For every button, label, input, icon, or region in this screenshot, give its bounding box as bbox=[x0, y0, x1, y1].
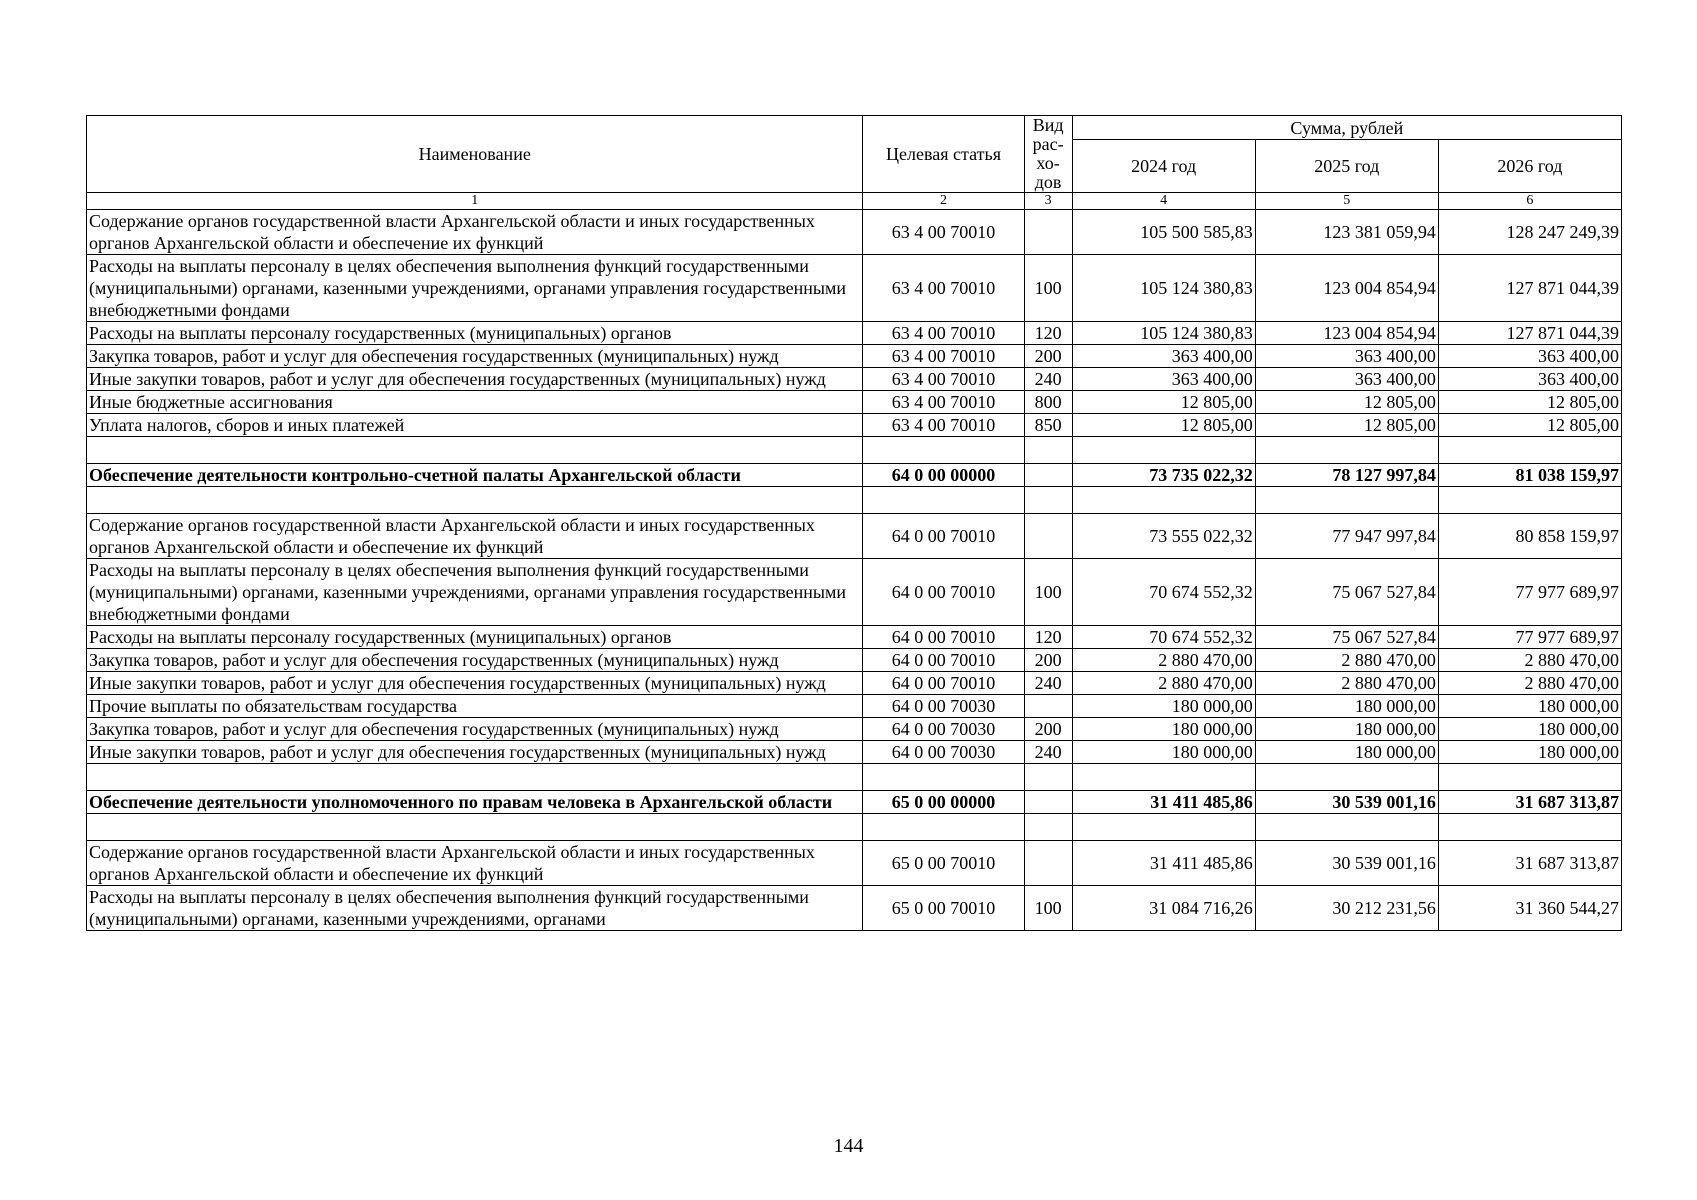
row-amount-2026 bbox=[1438, 487, 1621, 514]
row-amount-2026: 77 977 689,97 bbox=[1438, 559, 1621, 626]
row-expense-type: 100 bbox=[1024, 255, 1072, 322]
row-code: 63 4 00 70010 bbox=[863, 255, 1024, 322]
table-row bbox=[87, 741, 1622, 764]
row-name: Расходы на выплаты персоналу в целях обеспечения выполнения функций государственными (муниципальными) органами, казенными учреждениями, органами управления государственными внебюджетными фондами bbox=[87, 559, 863, 626]
row-name: Обеспечение деятельности уполномоченного по правам человека в Архангельской области bbox=[87, 791, 863, 814]
row-expense-type: 850 bbox=[1024, 414, 1072, 437]
row-amount-2024: 70 674 552,32 bbox=[1072, 626, 1255, 649]
table-row bbox=[87, 672, 1622, 695]
row-expense-type: 100 bbox=[1024, 886, 1072, 931]
row-amount-2026: 363 400,00 bbox=[1438, 345, 1621, 368]
row-expense-type bbox=[1024, 437, 1072, 464]
row-code: 63 4 00 70010 bbox=[863, 345, 1024, 368]
row-name: Иные бюджетные ассигнования bbox=[87, 391, 863, 414]
column-number: 5 bbox=[1255, 193, 1438, 210]
row-amount-2024: 105 500 585,83 bbox=[1072, 210, 1255, 255]
row-name bbox=[87, 487, 863, 514]
row-code: 63 4 00 70010 bbox=[863, 414, 1024, 437]
table-row bbox=[87, 695, 1622, 718]
row-amount-2025: 78 127 997,84 bbox=[1255, 464, 1438, 487]
row-amount-2026 bbox=[1438, 814, 1621, 841]
row-amount-2026: 180 000,00 bbox=[1438, 741, 1621, 764]
table-row bbox=[87, 841, 1622, 886]
row-amount-2025 bbox=[1255, 487, 1438, 514]
row-amount-2024: 70 674 552,32 bbox=[1072, 559, 1255, 626]
row-amount-2026: 363 400,00 bbox=[1438, 368, 1621, 391]
row-amount-2024: 12 805,00 bbox=[1072, 391, 1255, 414]
row-expense-type: 240 bbox=[1024, 672, 1072, 695]
row-code: 65 0 00 70010 bbox=[863, 841, 1024, 886]
row-amount-2026: 81 038 159,97 bbox=[1438, 464, 1621, 487]
row-code: 64 0 00 70030 bbox=[863, 695, 1024, 718]
row-amount-2025: 30 212 231,56 bbox=[1255, 886, 1438, 931]
row-amount-2024: 180 000,00 bbox=[1072, 718, 1255, 741]
row-name: Расходы на выплаты персоналу в целях обеспечения выполнения функций государственными (муниципальными) органами, казенными учреждениями, органами bbox=[87, 886, 863, 931]
row-amount-2026: 12 805,00 bbox=[1438, 391, 1621, 414]
row-expense-type bbox=[1024, 487, 1072, 514]
row-code: 63 4 00 70010 bbox=[863, 322, 1024, 345]
row-name: Иные закупки товаров, работ и услуг для обеспечения государственных (муниципальных) нужд bbox=[87, 741, 863, 764]
row-amount-2026: 2 880 470,00 bbox=[1438, 649, 1621, 672]
column-number: 6 bbox=[1438, 193, 1621, 210]
table-row bbox=[87, 414, 1622, 437]
row-amount-2025: 123 381 059,94 bbox=[1255, 210, 1438, 255]
table-row bbox=[87, 649, 1622, 672]
header-sum: Сумма, рублей bbox=[1072, 116, 1621, 140]
row-amount-2024: 2 880 470,00 bbox=[1072, 649, 1255, 672]
row-expense-type: 240 bbox=[1024, 741, 1072, 764]
column-number: 2 bbox=[863, 193, 1024, 210]
table-row bbox=[87, 886, 1622, 931]
table-row bbox=[87, 255, 1622, 322]
row-amount-2026: 31 687 313,87 bbox=[1438, 841, 1621, 886]
empty-row bbox=[87, 487, 1622, 514]
row-amount-2026 bbox=[1438, 437, 1621, 464]
row-code: 65 0 00 00000 bbox=[863, 791, 1024, 814]
table-header bbox=[87, 116, 1622, 210]
row-amount-2026: 31 687 313,87 bbox=[1438, 791, 1621, 814]
row-code: 64 0 00 70010 bbox=[863, 559, 1024, 626]
row-expense-type bbox=[1024, 464, 1072, 487]
row-amount-2026: 128 247 249,39 bbox=[1438, 210, 1621, 255]
section-row bbox=[87, 464, 1622, 487]
row-amount-2026: 127 871 044,39 bbox=[1438, 255, 1621, 322]
row-amount-2024 bbox=[1072, 764, 1255, 791]
table-row bbox=[87, 514, 1622, 559]
row-code: 64 0 00 70010 bbox=[863, 672, 1024, 695]
row-amount-2024: 31 411 485,86 bbox=[1072, 841, 1255, 886]
row-amount-2025: 123 004 854,94 bbox=[1255, 255, 1438, 322]
row-name: Иные закупки товаров, работ и услуг для обеспечения государственных (муниципальных) нужд bbox=[87, 672, 863, 695]
row-amount-2026: 127 871 044,39 bbox=[1438, 322, 1621, 345]
row-name: Содержание органов государственной власти Архангельской области и иных государственных органов Архангельской области и обеспечение их функций bbox=[87, 841, 863, 886]
row-expense-type bbox=[1024, 814, 1072, 841]
empty-row bbox=[87, 814, 1622, 841]
row-code: 64 0 00 70010 bbox=[863, 514, 1024, 559]
section-row bbox=[87, 791, 1622, 814]
empty-row bbox=[87, 764, 1622, 791]
header-year-2025: 2025 год bbox=[1255, 140, 1438, 193]
row-name: Содержание органов государственной власти Архангельской области и иных государственных органов Архангельской области и обеспечение их функций bbox=[87, 514, 863, 559]
row-name: Прочие выплаты по обязательствам государства bbox=[87, 695, 863, 718]
row-expense-type: 200 bbox=[1024, 345, 1072, 368]
row-amount-2026: 77 977 689,97 bbox=[1438, 626, 1621, 649]
row-code: 63 4 00 70010 bbox=[863, 368, 1024, 391]
row-amount-2025: 30 539 001,16 bbox=[1255, 791, 1438, 814]
table-row bbox=[87, 210, 1622, 255]
row-name bbox=[87, 764, 863, 791]
table-row bbox=[87, 718, 1622, 741]
row-name: Иные закупки товаров, работ и услуг для обеспечения государственных (муниципальных) нужд bbox=[87, 368, 863, 391]
row-code: 63 4 00 70010 bbox=[863, 210, 1024, 255]
row-amount-2024: 73 555 022,32 bbox=[1072, 514, 1255, 559]
row-expense-type: 200 bbox=[1024, 718, 1072, 741]
row-amount-2026: 180 000,00 bbox=[1438, 718, 1621, 741]
row-amount-2025 bbox=[1255, 437, 1438, 464]
row-code bbox=[863, 487, 1024, 514]
row-amount-2024: 31 084 716,26 bbox=[1072, 886, 1255, 931]
row-code: 63 4 00 70010 bbox=[863, 391, 1024, 414]
header-type: Вид рас-хо-дов bbox=[1024, 116, 1072, 193]
row-expense-type bbox=[1024, 695, 1072, 718]
row-name bbox=[87, 814, 863, 841]
row-name: Расходы на выплаты персоналу государственных (муниципальных) органов bbox=[87, 322, 863, 345]
row-name: Обеспечение деятельности контрольно-счетной палаты Архангельской области bbox=[87, 464, 863, 487]
row-code: 64 0 00 00000 bbox=[863, 464, 1024, 487]
row-name: Закупка товаров, работ и услуг для обеспечения государственных (муниципальных) нужд bbox=[87, 718, 863, 741]
row-name bbox=[87, 437, 863, 464]
row-amount-2024: 12 805,00 bbox=[1072, 414, 1255, 437]
row-amount-2025: 30 539 001,16 bbox=[1255, 841, 1438, 886]
row-expense-type bbox=[1024, 514, 1072, 559]
row-amount-2025: 12 805,00 bbox=[1255, 391, 1438, 414]
row-expense-type bbox=[1024, 210, 1072, 255]
row-amount-2024: 73 735 022,32 bbox=[1072, 464, 1255, 487]
row-expense-type: 800 bbox=[1024, 391, 1072, 414]
row-amount-2024: 363 400,00 bbox=[1072, 345, 1255, 368]
row-amount-2024 bbox=[1072, 487, 1255, 514]
table-row bbox=[87, 559, 1622, 626]
column-number-row bbox=[87, 193, 1622, 210]
row-amount-2024: 180 000,00 bbox=[1072, 695, 1255, 718]
header-year-2026: 2026 год bbox=[1438, 140, 1621, 193]
row-code: 64 0 00 70030 bbox=[863, 741, 1024, 764]
row-amount-2024 bbox=[1072, 814, 1255, 841]
row-code bbox=[863, 764, 1024, 791]
row-amount-2024: 105 124 380,83 bbox=[1072, 255, 1255, 322]
row-expense-type: 120 bbox=[1024, 626, 1072, 649]
row-amount-2025: 363 400,00 bbox=[1255, 345, 1438, 368]
row-amount-2025: 75 067 527,84 bbox=[1255, 559, 1438, 626]
row-amount-2025: 75 067 527,84 bbox=[1255, 626, 1438, 649]
row-amount-2026 bbox=[1438, 764, 1621, 791]
row-amount-2024: 31 411 485,86 bbox=[1072, 791, 1255, 814]
row-name: Расходы на выплаты персоналу в целях обеспечения выполнения функций государственными (муниципальными) органами, казенными учреждениями, органами управления государственными внебюджетными фондами bbox=[87, 255, 863, 322]
row-amount-2026: 12 805,00 bbox=[1438, 414, 1621, 437]
row-code: 64 0 00 70010 bbox=[863, 649, 1024, 672]
table-row bbox=[87, 368, 1622, 391]
column-number: 4 bbox=[1072, 193, 1255, 210]
row-amount-2025 bbox=[1255, 764, 1438, 791]
row-name: Расходы на выплаты персоналу государственных (муниципальных) органов bbox=[87, 626, 863, 649]
row-amount-2025: 363 400,00 bbox=[1255, 368, 1438, 391]
budget-table bbox=[86, 115, 1622, 931]
row-amount-2025: 77 947 997,84 bbox=[1255, 514, 1438, 559]
row-expense-type: 200 bbox=[1024, 649, 1072, 672]
row-code: 64 0 00 70030 bbox=[863, 718, 1024, 741]
row-expense-type bbox=[1024, 764, 1072, 791]
column-number: 3 bbox=[1024, 193, 1072, 210]
header-year-2024: 2024 год bbox=[1072, 140, 1255, 193]
table-row bbox=[87, 391, 1622, 414]
row-amount-2025: 180 000,00 bbox=[1255, 741, 1438, 764]
row-code: 65 0 00 70010 bbox=[863, 886, 1024, 931]
row-code bbox=[863, 437, 1024, 464]
row-amount-2024: 180 000,00 bbox=[1072, 741, 1255, 764]
row-amount-2024: 2 880 470,00 bbox=[1072, 672, 1255, 695]
row-amount-2024 bbox=[1072, 437, 1255, 464]
row-amount-2026: 80 858 159,97 bbox=[1438, 514, 1621, 559]
row-name: Уплата налогов, сборов и иных платежей bbox=[87, 414, 863, 437]
row-name: Закупка товаров, работ и услуг для обеспечения государственных (муниципальных) нужд bbox=[87, 649, 863, 672]
row-amount-2025: 2 880 470,00 bbox=[1255, 649, 1438, 672]
column-number: 1 bbox=[87, 193, 863, 210]
row-amount-2026: 180 000,00 bbox=[1438, 695, 1621, 718]
row-code bbox=[863, 814, 1024, 841]
row-expense-type: 100 bbox=[1024, 559, 1072, 626]
row-amount-2025 bbox=[1255, 814, 1438, 841]
row-amount-2026: 2 880 470,00 bbox=[1438, 672, 1621, 695]
header-code: Целевая статья bbox=[863, 116, 1024, 193]
table-body bbox=[87, 210, 1622, 931]
table-row bbox=[87, 345, 1622, 368]
row-name: Закупка товаров, работ и услуг для обеспечения государственных (муниципальных) нужд bbox=[87, 345, 863, 368]
row-amount-2026: 31 360 544,27 bbox=[1438, 886, 1621, 931]
row-name: Содержание органов государственной власти Архангельской области и иных государственных органов Архангельской области и обеспечение их функций bbox=[87, 210, 863, 255]
header-name: Наименование bbox=[87, 116, 863, 193]
row-amount-2025: 180 000,00 bbox=[1255, 695, 1438, 718]
row-amount-2024: 363 400,00 bbox=[1072, 368, 1255, 391]
page-number: 144 bbox=[833, 1135, 864, 1157]
row-code: 64 0 00 70010 bbox=[863, 626, 1024, 649]
row-amount-2025: 180 000,00 bbox=[1255, 718, 1438, 741]
row-expense-type bbox=[1024, 841, 1072, 886]
table-row bbox=[87, 626, 1622, 649]
row-expense-type: 120 bbox=[1024, 322, 1072, 345]
row-expense-type: 240 bbox=[1024, 368, 1072, 391]
empty-row bbox=[87, 437, 1622, 464]
row-amount-2025: 123 004 854,94 bbox=[1255, 322, 1438, 345]
row-amount-2024: 105 124 380,83 bbox=[1072, 322, 1255, 345]
row-amount-2025: 12 805,00 bbox=[1255, 414, 1438, 437]
table-row bbox=[87, 322, 1622, 345]
row-expense-type bbox=[1024, 791, 1072, 814]
row-amount-2025: 2 880 470,00 bbox=[1255, 672, 1438, 695]
